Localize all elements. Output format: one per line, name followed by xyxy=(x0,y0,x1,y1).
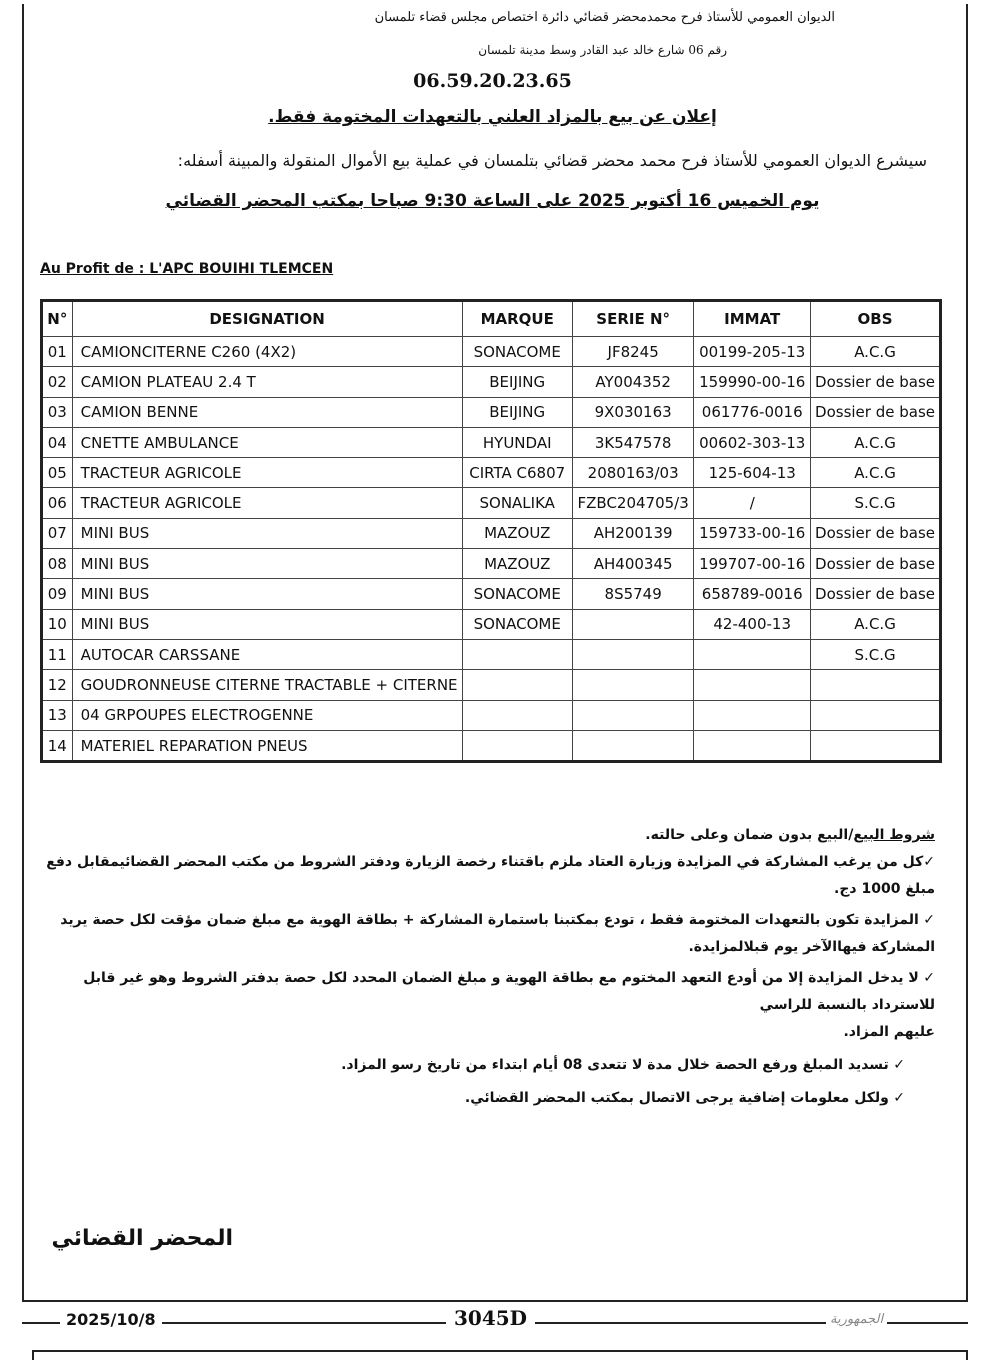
cell-immat: 00199-205-13 xyxy=(694,337,811,367)
cell-marque: SONACOME xyxy=(462,337,572,367)
condition-item: ✓ تسديد المبلغ ورفع الحصة خلال مدة لا تتعدى 08 أيام ابتداء من تاريخ رسو المزاد. xyxy=(341,1057,905,1073)
office-address: رقم 06 شارع خالد عبد القادر وسط مدينة تلمسان xyxy=(478,43,727,57)
cell-number: 07 xyxy=(42,518,73,548)
table-row xyxy=(42,518,941,548)
cell-designation: MINI BUS xyxy=(72,518,462,548)
cell-obs xyxy=(811,730,941,761)
cell-immat xyxy=(694,730,811,761)
cell-obs: S.C.G xyxy=(811,488,941,518)
table-row xyxy=(42,670,941,700)
table-header-row xyxy=(42,301,941,337)
table-row xyxy=(42,639,941,669)
cell-obs: A.C.G xyxy=(811,609,941,639)
office-header: الديوان العمومي للأستاذ فرح محمدمحضر قضائي دائرة اختصاص مجلس قضاء تلمسان xyxy=(374,10,835,25)
cell-serie: 8S5749 xyxy=(572,579,694,609)
col-marque: MARQUE xyxy=(462,301,572,337)
cell-serie: 3K547578 xyxy=(572,427,694,457)
cell-serie: 9X030163 xyxy=(572,397,694,427)
table-row xyxy=(42,337,941,367)
cell-designation: 04 GRPOUPES ELECTROGENNE xyxy=(72,700,462,730)
cell-immat: 658789-0016 xyxy=(694,579,811,609)
conditions-heading: شروط البيع xyxy=(853,827,935,843)
cell-number: 14 xyxy=(42,730,73,761)
cell-obs: A.C.G xyxy=(811,337,941,367)
condition-item: ✓كل من يرغب المشاركة في المزايدة وزيارة العتاد ملزم باقتناء رخصة الزيارة ودفتر الشروط من مكتب المحضر القضائيمقابل دفع مبلغ 1000 دج. xyxy=(46,854,935,897)
cell-marque: BEIJING xyxy=(462,367,572,397)
cell-obs xyxy=(811,700,941,730)
cell-number: 09 xyxy=(42,579,73,609)
items-table xyxy=(40,299,942,763)
cell-number: 10 xyxy=(42,609,73,639)
cell-obs: A.C.G xyxy=(811,458,941,488)
cell-serie xyxy=(572,639,694,669)
table-row xyxy=(42,488,941,518)
cell-marque: SONACOME xyxy=(462,579,572,609)
cell-obs: Dossier de base xyxy=(811,579,941,609)
bailiff-signature: المحضر القضائي xyxy=(51,1226,233,1251)
table-row xyxy=(42,427,941,457)
col-obs: OBS xyxy=(811,301,941,337)
cell-designation: MINI BUS xyxy=(72,549,462,579)
cell-immat: 42-400-13 xyxy=(694,609,811,639)
table-row xyxy=(42,458,941,488)
checkmark-icon: ✓ xyxy=(888,1090,905,1106)
cell-immat: 061776-0016 xyxy=(694,397,811,427)
items-table-body xyxy=(42,337,941,762)
col-immat: IMMAT xyxy=(694,301,811,337)
cell-number: 02 xyxy=(42,367,73,397)
cell-immat: 125-604-13 xyxy=(694,458,811,488)
col-designation: DESIGNATION xyxy=(72,301,462,337)
sale-conditions xyxy=(45,822,935,1112)
announcement-title: إعلان عن بيع بالمزاد العلني بالتعهدات المختومة فقط. xyxy=(268,107,717,127)
cell-marque: SONACOME xyxy=(462,609,572,639)
cell-obs: Dossier de base xyxy=(811,549,941,579)
office-phone: 06.59.20.23.65 xyxy=(413,70,572,92)
cell-number: 12 xyxy=(42,670,73,700)
cell-designation: CAMIONCITERNE C260 (4X2) xyxy=(72,337,462,367)
conditions-heading-line xyxy=(45,822,935,849)
cell-marque xyxy=(462,670,572,700)
footer-date: 2025/10/8 xyxy=(60,1310,162,1329)
table-row xyxy=(42,397,941,427)
cell-obs: A.C.G xyxy=(811,427,941,457)
col-number: N° xyxy=(42,301,73,337)
cell-designation: TRACTEUR AGRICOLE xyxy=(72,458,462,488)
cell-designation: TRACTEUR AGRICOLE xyxy=(72,488,462,518)
condition-item: ✓ لا يدخل المزايدة إلا من أودع التعهد المختوم مع بطاقة الهوية و مبلغ الضمان المحدد لكل حصة بدفتر الشروط وهو غير قابل للاسترداد بالنسبة للراسي xyxy=(83,970,935,1013)
cell-immat: / xyxy=(694,488,811,518)
cell-number: 06 xyxy=(42,488,73,518)
table-row xyxy=(42,549,941,579)
cell-obs xyxy=(811,670,941,700)
cell-immat: 159733-00-16 xyxy=(694,518,811,548)
cell-serie: AY004352 xyxy=(572,367,694,397)
cell-marque: BEIJING xyxy=(462,397,572,427)
col-serie: SERIE N° xyxy=(572,301,694,337)
cell-designation: AUTOCAR CARSSANE xyxy=(72,639,462,669)
cell-designation: MINI BUS xyxy=(72,579,462,609)
cell-number: 08 xyxy=(42,549,73,579)
table-row xyxy=(42,700,941,730)
cell-marque xyxy=(462,639,572,669)
cell-number: 03 xyxy=(42,397,73,427)
table-row xyxy=(42,579,941,609)
cell-obs: Dossier de base xyxy=(811,367,941,397)
cell-number: 01 xyxy=(42,337,73,367)
checkmark-icon: ✓ xyxy=(888,1057,905,1073)
cell-designation: CNETTE AMBULANCE xyxy=(72,427,462,457)
footer-brand: الجمهورية xyxy=(826,1312,887,1327)
footer-code: 3045D xyxy=(446,1306,535,1330)
cell-obs: S.C.G xyxy=(811,639,941,669)
conditions-heading-rest: /البيع بدون ضمان وعلى حالته. xyxy=(645,827,854,843)
cell-designation: MATERIEL REPARATION PNEUS xyxy=(72,730,462,761)
cell-designation: GOUDRONNEUSE CITERNE TRACTABLE + CITERNE xyxy=(72,670,462,700)
cell-designation: CAMION BENNE xyxy=(72,397,462,427)
cell-number: 11 xyxy=(42,639,73,669)
cell-serie xyxy=(572,670,694,700)
cell-number: 04 xyxy=(42,427,73,457)
cell-serie xyxy=(572,609,694,639)
cell-serie: JF8245 xyxy=(572,337,694,367)
table-row xyxy=(42,609,941,639)
checkmark-icon: ✓ xyxy=(918,970,935,986)
checkmark-icon: ✓ xyxy=(923,854,935,870)
cell-obs: Dossier de base xyxy=(811,518,941,548)
next-ad-border xyxy=(32,1350,968,1360)
cell-marque xyxy=(462,700,572,730)
cell-marque xyxy=(462,730,572,761)
cell-immat xyxy=(694,670,811,700)
cell-marque: MAZOUZ xyxy=(462,518,572,548)
cell-designation: CAMION PLATEAU 2.4 T xyxy=(72,367,462,397)
cell-obs: Dossier de base xyxy=(811,397,941,427)
cell-serie: FZBC204705/3 xyxy=(572,488,694,518)
cell-number: 05 xyxy=(42,458,73,488)
cell-serie xyxy=(572,700,694,730)
cell-serie xyxy=(572,730,694,761)
cell-immat xyxy=(694,639,811,669)
cell-marque: MAZOUZ xyxy=(462,549,572,579)
sale-date: يوم الخميس 16 أكتوبر 2025 على الساعة 9:30 صباحا بمكتب المحضر القضائي xyxy=(165,191,820,211)
condition-item: ✓ المزايدة تكون بالتعهدات المختومة فقط ، تودع بمكتبنا باستمارة المشاركة + بطاقة الهوية مع مبلغ ضمان مؤقت لكل حصة يريد المشاركة فيهاالآخر يوم قبلالمزايدة. xyxy=(60,912,935,955)
cell-serie: AH200139 xyxy=(572,518,694,548)
cell-immat xyxy=(694,700,811,730)
cell-immat: 159990-00-16 xyxy=(694,367,811,397)
cell-designation: MINI BUS xyxy=(72,609,462,639)
cell-serie: AH400345 xyxy=(572,549,694,579)
beneficiary: Au Profit de : L'APC BOUIHI TLEMCEN xyxy=(40,261,334,277)
cell-immat: 199707-00-16 xyxy=(694,549,811,579)
cell-marque: CIRTA C6807 xyxy=(462,458,572,488)
cell-marque: SONALIKA xyxy=(462,488,572,518)
cell-number: 13 xyxy=(42,700,73,730)
condition-item: ✓ ولكل معلومات إضافية يرجى الاتصال بمكتب المحضر القضائي. xyxy=(464,1090,905,1106)
table-row xyxy=(42,367,941,397)
condition-item-continued: عليهم المزاد. xyxy=(843,1024,935,1040)
cell-marque: HYUNDAI xyxy=(462,427,572,457)
cell-serie: 2080163/03 xyxy=(572,458,694,488)
table-row xyxy=(42,730,941,761)
cell-immat: 00602-303-13 xyxy=(694,427,811,457)
checkmark-icon: ✓ xyxy=(918,912,935,928)
announcement-intro: سيشرع الديوان العمومي للأستاذ فرح محمد محضر قضائي بتلمسان في عملية بيع الأموال المنقولة والمبينة أسفله: xyxy=(177,151,927,170)
